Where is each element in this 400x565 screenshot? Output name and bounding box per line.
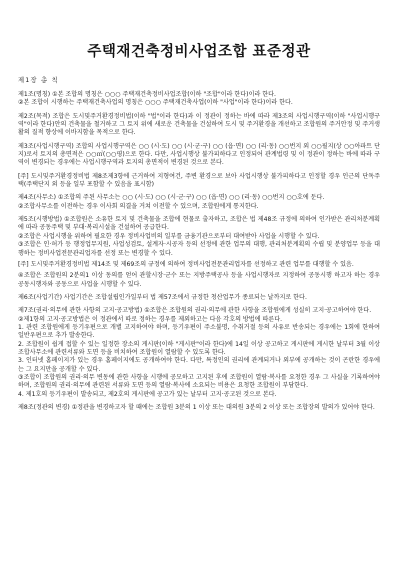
- document-title: 주택재건축정비사업조합 표준정관: [87, 44, 311, 60]
- article-4-office: 제4조(사무소) ①조합의 주된 사무소는 ○○ (시·도) ○○ (시·군·구) ○○ (읍·면) ○○ (리·동) ○○번지 ○○호에 둔다. ②조합사무소를 이전하는 경우 이사회 의결을 거쳐 이전할 수 있으며, 조합원에게 통지한다.: [18, 194, 325, 210]
- document-body: [18, 91, 380, 412]
- article-3-area: 제3조(사업시행구역) 조합의 사업시행구역은 ○○ (시·도) ○○ (시·군·구) ○○ (읍·면) ○○ (리·동) ○○번지 외 ○○필지(상 ○○아파트 단지)로서 토지의 총면적은 ○○㎡(○○평)으로 한다. 다만, 사업시행상 불가피하다고 인정되어 관계법령 및 이 정관이 정하는 바에 따라 구역이 변경되는 경우에는 사업시행구역과 토지의 총면적이 변경된 것으로 본다.: [18, 142, 380, 167]
- article-6-period: 제6조(사업기간) 사업기간은 조합설립인가일부터 법 제57조에서 규정한 청산업무가 종료되는 날까지로 한다.: [18, 293, 307, 301]
- article-1-name: 제1조(명칭) ①본 조합의 명칭은 ○○○ 주택재건축정비사업조합(이하 "조합"이라 한다)이라 한다. ②본 조합이 시행하는 주택재건축사업의 명칭은 ○○○ 주택재건축사업(이하 "사업"이라 한다)이라 한다.: [18, 91, 293, 107]
- article-8-amendment: 제8조(정관의 변경) ①정관을 변경하고자 할 때에는 조합원 3분의 1 이상 또는 대의원 3분의 2 이상 또는 조합장의 발의가 있어야 한다.: [18, 404, 375, 411]
- article-5-clause-4: ④조합은 조합원의 2분의1 이상 동의를 얻어 관할시장·군수 또는 지방주택공사 등을 사업시행자로 지정하여 공동시행 하고자 하는 경우 공동시행자와 공동으로 사업을 시행할 수 있다.: [18, 272, 380, 288]
- chapter-heading: 제1장 총 칙: [18, 77, 59, 84]
- article-7-notice: 제7조(권리·의무에 관한 사항의 고지·공고방법) ①조합은 조합원의 권리·의무에 관한 사항을 조합원에게 성실히 고지·공고하여야 한다. ②제1항의 고지·공고방법은 이 정관에서 따로 정하는 경우를 제외하고는 다음 각호의 방법에 따른다. 1. 관련 조합원에게 등기우편으로 개별 고지하여야 하며, 등기우편이 주소불명, 수취거절 등의 사유로 반송되는 경우에는 1회에 한하여 일반우편으로 추가 발송한다. 2. 조합원이 쉽게 접할 수 있는 일정한 장소의 게시판(이하 "게시판"이라 한다)에 14일 이상 공고하고 게시판에 게시한 날부터 3월 이상 조합사무소에 관련서류와 도면 등을 비치하여 조합원이 열람할 수 있도록 한다. 3. 인터넷 홈페이지가 있는 경우 홈페이지에도 공개하여야 한다. 다만, 특정인의 권리에 관계되거나 외부에 공개하는 것이 곤란한 경우에는 그 요지만을 공개할 수 있다. ③조합이 조합원의 권리·의무 변동에 관한 사항을 시행에 공모하고 고지된 후에 조합원이 열람·복사를 요청한 경우 그 사실을 기록하여야 하며, 조합원의 권리·의무에 관련된 서류와 도면 등의 열람·복사에 소요되는 비용은 요청한 조합원이 부담한다. 4. 제1호의 등기우편이 발송되고, 제2호의 게시판에 공고가 있는 날부터 고지·공고된 것으로 본다.: [18, 307, 380, 398]
- note-article-5: [주] 도시및주거환경정비법 제14조 및 제69조의 규정에 의하여 정비사업전문관리업자를 선정하고 관련 업무를 대행할 수 있음.: [18, 260, 354, 268]
- note-article-3: [주] 도시및주거환경정비법 제8조제3항에 근거하여 지형여건, 주변 환경으로 보아 사업시행상 불가피하다고 인정할 경우 인근의 단독주택(주택단지 외 등을 일부 포함할 수 있음을 표시함): [18, 172, 380, 189]
- article-2-purpose: 제2조(목적) 조합은 도시및주거환경정비법(이하 "법"이라 한다)과 이 정관이 정하는 바에 따라 제3조의 사업시행구역(이하 "사업시행구역"이라 한다)안의 건축물을 철거하고 그 토지 위에 새로운 건축물을 건설하여 도시 및 주거환경을 개선하고 조합원의 주거안정 및 주거생활의 질적 향상에 이바지함을 목적으로 한다.: [18, 112, 380, 137]
- article-5-method: 제5조(시행방법) ①조합원은 소유한 토지 및 건축물을 조합에 현물로 출자하고, 조합은 법 제48조 규정에 의하여 인가받은 관리처분계획에 따라 공동주택 및 부대·복리시설을 건설하여 공급한다. ②조합은 사업시행을 위하여 필요한 경우 정비사업비의 일부를 금융기관으로부터 대여받아 사업을 시행할 수 있다. ③조합은 인·허가 등 행정업무지원, 사업성검토, 설계자·시공자 등의 선정에 관한 업무의 대행, 관리처분계획의 수립 및 분양업무 등을 대행하는 정비사업전문관리업자를 선정 또는 변경할 수 있다.: [18, 216, 380, 257]
